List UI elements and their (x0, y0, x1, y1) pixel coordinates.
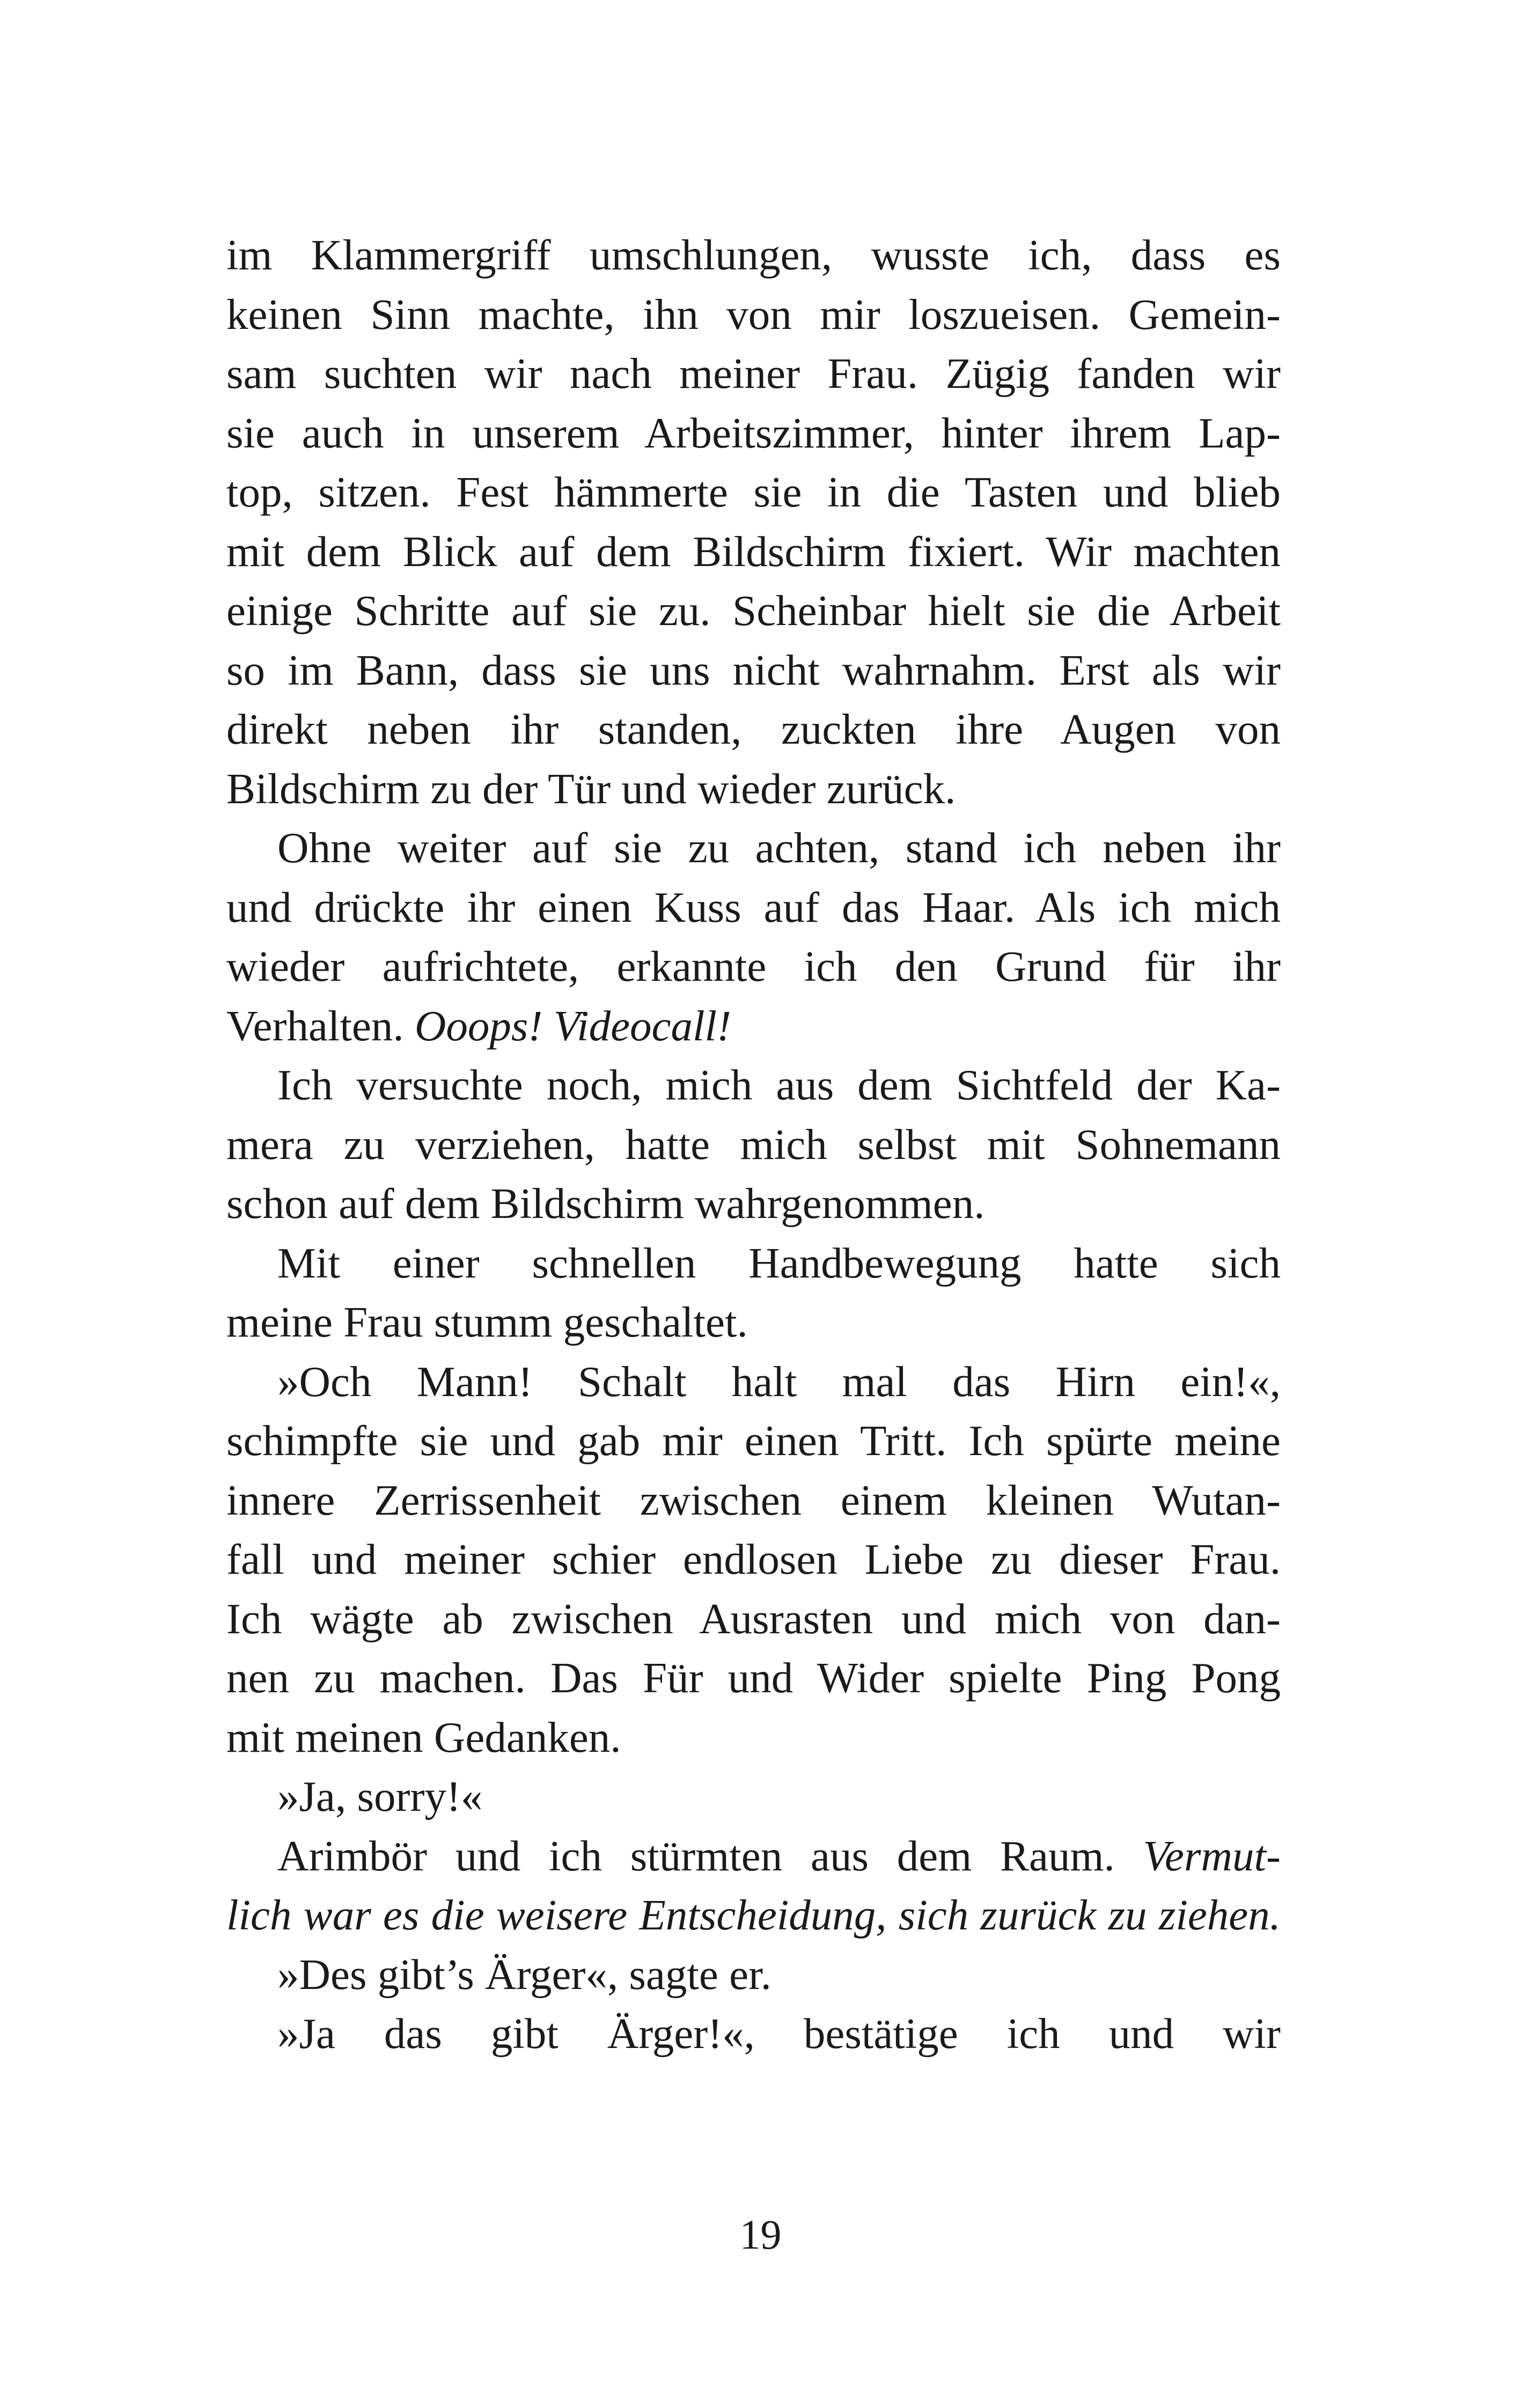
italic-thought: Vermut- (1143, 1831, 1281, 1880)
text-line: einige Schritte auf sie zu. Scheinbar hielt sie die Arbeit (226, 586, 1281, 635)
text-line: sam suchten wir nach meiner Frau. Zügig fanden wir (226, 349, 1281, 398)
text-line: keinen Sinn machte, ihn von mir loszueisen. Gemein- (226, 290, 1281, 339)
paragraph-start-line: Arimbör und ich stürmten aus dem Raum. Vermut- (277, 1831, 1281, 1880)
italic-thought: Ooops! Videocall! (414, 1001, 731, 1050)
text-line: mit dem Blick auf dem Bildschirm fixiert. Wir machten (226, 527, 1281, 576)
text-line: sie auch in unserem Arbeitszimmer, hinter ihrem Lap- (226, 408, 1281, 457)
paragraph-start-line: Ohne weiter auf sie zu achten, stand ich neben ihr (277, 824, 1281, 872)
paragraph-start-line: »Ja, sorry!« (277, 1772, 483, 1820)
text-line: innere Zerrissenheit zwischen einem kleinen Wutan- (226, 1475, 1281, 1524)
text-line: fall und meiner schier endlosen Liebe zu dieser Frau. (226, 1535, 1281, 1583)
text-line: Ich wägte ab zwischen Ausrasten und mich von dan- (226, 1594, 1281, 1643)
body-text (226, 225, 1281, 2064)
paragraph-start-line: »Och Mann! Schalt halt mal das Hirn ein!«, (277, 1357, 1281, 1406)
text-line: Bildschirm zu der Tür und wieder zurück. (226, 764, 956, 813)
text-line: mera zu verziehen, hatte mich selbst mit Sohnemann (226, 1120, 1281, 1169)
text-line: wieder aufrichtete, erkannte ich den Grund für ihr (226, 942, 1281, 990)
page-number: 19 (739, 2211, 782, 2258)
text-line: direkt neben ihr standen, zuckten ihre Augen von (226, 705, 1281, 753)
paragraph-start-line: »Des gibt’s Ärger«, sagte er. (277, 1950, 771, 1999)
paragraph-start-line: Ich versuchte noch, mich aus dem Sichtfeld der Ka- (277, 1061, 1281, 1109)
text-line: schon auf dem Bildschirm wahrgenommen. (226, 1179, 985, 1228)
text-line: meine Frau stumm geschaltet. (226, 1298, 748, 1346)
text-line: schimpfte sie und gab mir einen Tritt. Ich spürte meine (226, 1416, 1281, 1465)
text-line: im Klammergriff umschlungen, wusste ich, dass es (226, 231, 1281, 279)
text-line: top, sitzen. Fest hämmerte sie in die Tasten und blieb (226, 468, 1281, 516)
italic-thought: lich war es die weisere Entscheidung, sich zurück zu ziehen. (226, 1891, 1281, 1939)
paragraph-start-line: »Ja das gibt Ärger!«, bestätige ich und wir (277, 2009, 1281, 2058)
text-line: nen zu machen. Das Für und Wider spielte Ping Pong (226, 1654, 1281, 1702)
text-line (226, 1885, 1281, 1945)
paragraph-start-line: Mit einer schnellen Handbewegung hatte sich (277, 1238, 1281, 1287)
text-line: Verhalten. Ooops! Videocall! (226, 1001, 731, 1050)
text-line: und drückte ihr einen Kuss auf das Haar. Als ich mich (226, 883, 1281, 931)
text-line: mit meinen Gedanken. (226, 1713, 621, 1761)
text-line: so im Bann, dass sie uns nicht wahrnahm. Erst als wir (226, 645, 1281, 694)
